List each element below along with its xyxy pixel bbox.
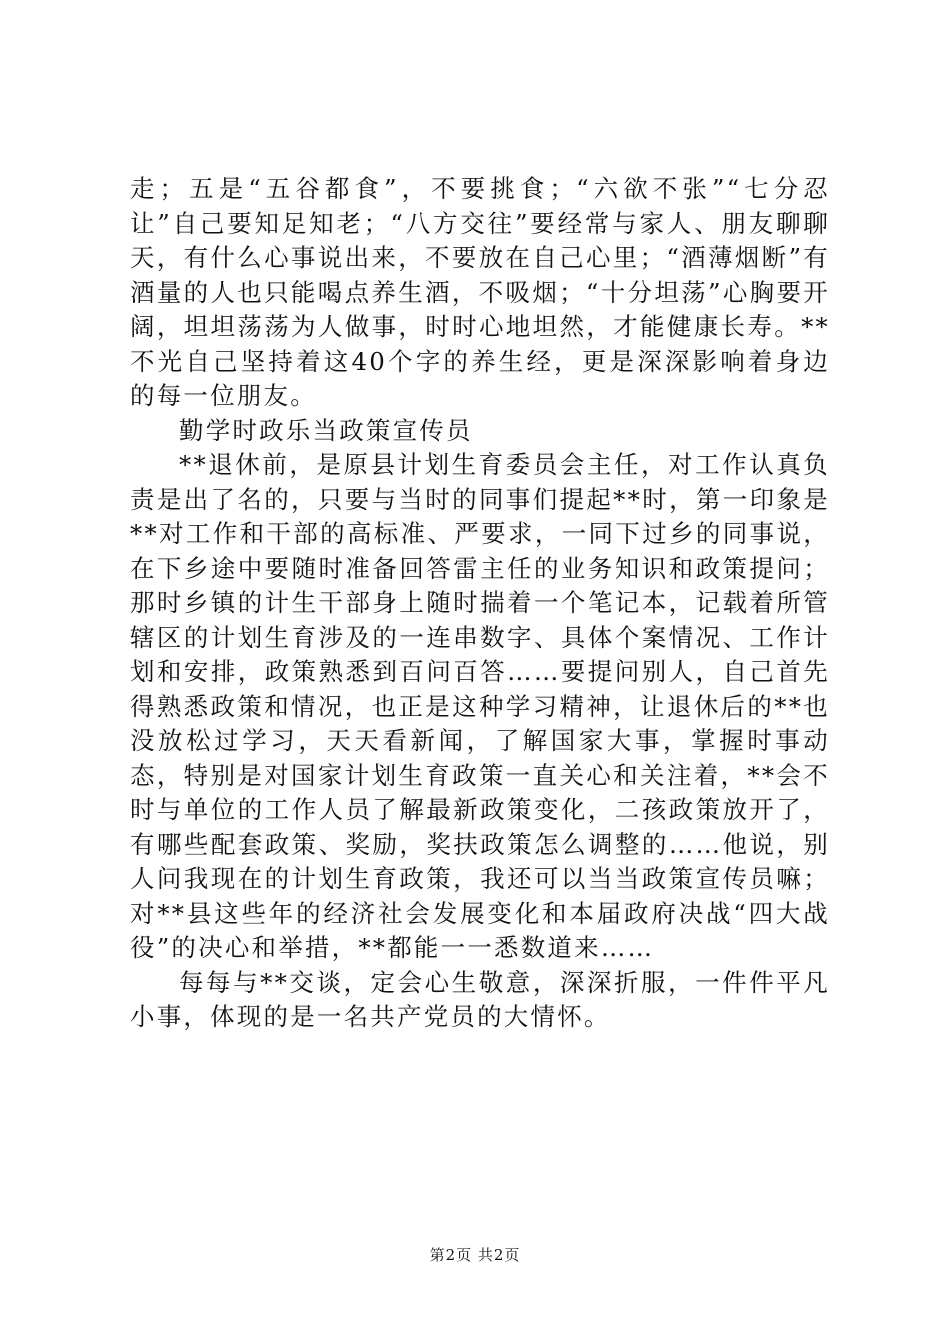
paragraph-health-tips: 走；五是“五谷都食”，不要挑食；“六欲不张”“七分忍让”自己要知足知老；“八方交往”要经常与家人、朋友聊聊天，有什么心事说出来，不要放在自己心里；“酒薄烟断”有酒量的人也只能喝点养生酒，不吸烟；“十分坦荡”心胸要开阔，坦坦荡荡为人做事，时时心地坦然，才能健康长寿。**不光自己坚持着这40个字的养生经，更是深深影响着身边的每一位朋友。	[130, 174, 830, 410]
document-body	[130, 172, 830, 1035]
paragraph-study: **退休前，是原县计划生育委员会主任，对工作认真负责是出了名的，只要与当时的同事们提起**时，第一印象是**对工作和干部的高标准、严要求，一同下过乡的同事说，在下乡途中要随时准备回答雷主任的业务知识和政策提问；那时乡镇的计生干部身上随时揣着一个笔记本，记载着所管辖区的计划生育涉及的一连串数字、具体个案情况、工作计划和安排，政策熟悉到百问百答……要提问别人，自己首先得熟悉政策和情况，也正是这种学习精神，让退休后的**也没放松过学习，天天看新闻，了解国家大事，掌握时事动态，特别是对国家计划生育政策一直关心和关注着，**会不时与单位的工作人员了解最新政策变化，二孩政策放开了，有哪些配套政策、奖励，奖扶政策怎么调整的……他说，别人问我现在的计划生育政策，我还可以当当政策宣传员嘛；对**县这些年的经济社会发展变化和本届政府决战“四大战役”的决心和举措，**都能一一悉数道来……	[130, 450, 830, 962]
page-footer: 第2页 共2页	[429, 1246, 521, 1264]
section-heading: 勤学时政乐当政策宣传员	[179, 415, 473, 445]
paragraph-closing: 每每与**交谈，定会心生敬意，深深折服，一件件平凡小事，体现的是一名共产党员的大情怀。	[130, 967, 830, 1031]
